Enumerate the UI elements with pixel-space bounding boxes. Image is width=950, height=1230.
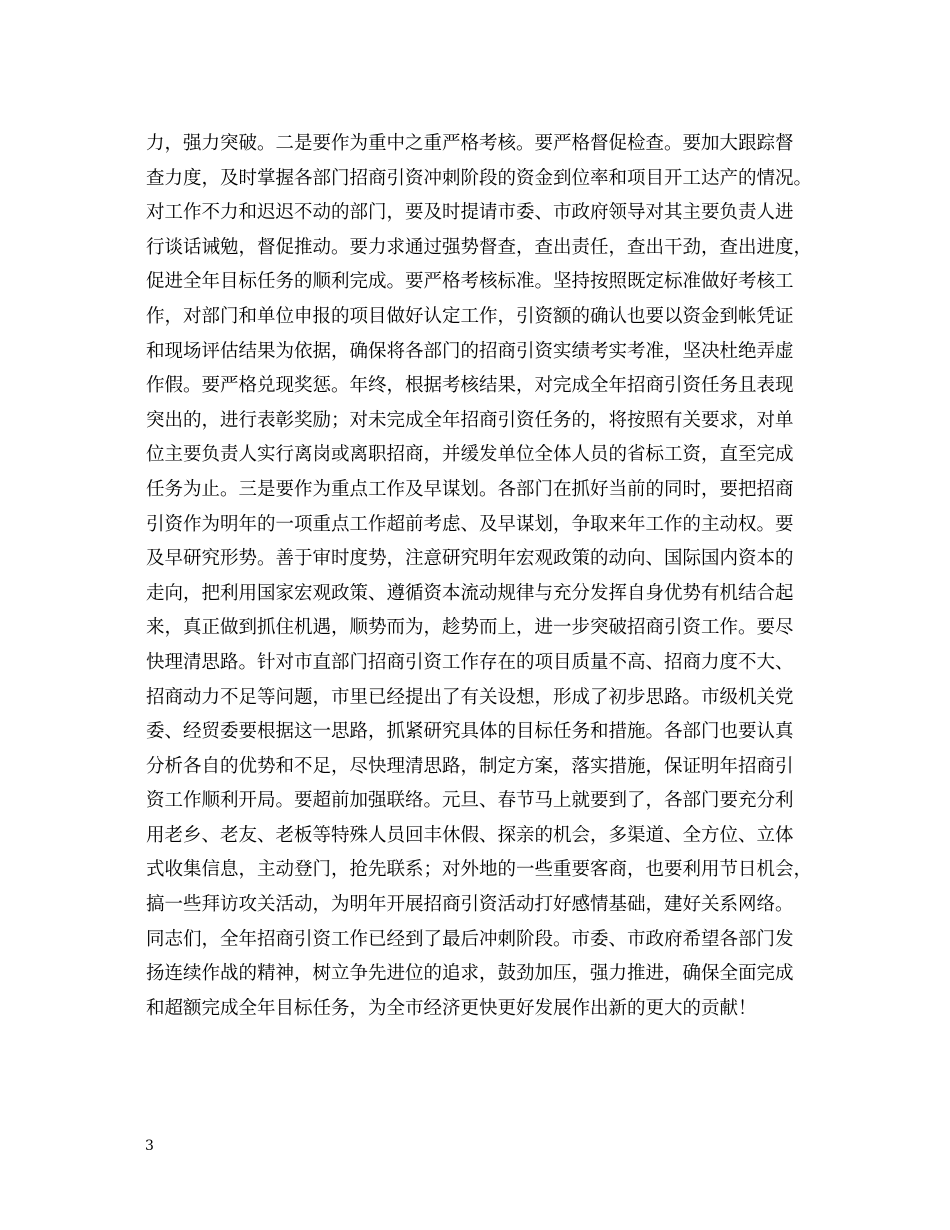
text-line: 引资作为明年的一项重点工作超前考虑、及早谋划，争取来年工作的主动权。要	[146, 513, 794, 535]
text-line: 快理清思路。针对市直部门招商引资工作存在的项目质量不高、招商力度不大、	[146, 651, 794, 673]
text-line: 行谈话诫勉，督促推动。要力求通过强势督查，查出责任，查出干劲，查出进度，	[146, 236, 813, 258]
text-line: 搞一些拜访攻关活动，为明年开展招商引资活动打好感情基础，建好关系网络。	[146, 894, 794, 916]
text-line: 来，真正做到抓住机遇，顺势而为，趁势而上，进一步突破招商引资工作。要尽	[146, 617, 794, 639]
text-line: 任务为止。三是要作为重点工作及早谋划。各部门在抓好当前的同时，要把招商	[146, 478, 794, 500]
page-number: 3	[145, 1138, 154, 1154]
text-line: 作，对部门和单位申报的项目做好认定工作，引资额的确认也要以资金到帐凭证	[146, 305, 794, 327]
text-line: 突出的，进行表彰奖励；对未完成全年招商引资任务的，将按照有关要求，对单	[146, 409, 794, 431]
text-line: 式收集信息，主动登门，抢先联系；对外地的一些重要客商，也要利用节日机会，	[146, 859, 813, 881]
text-line: 查力度，及时掌握各部门招商引资冲刺阶段的资金到位率和项目开工达产的情况。	[146, 167, 813, 189]
text-line: 力，强力突破。二是要作为重中之重严格考核。要严格督促检查。要加大跟踪督	[146, 133, 794, 154]
text-line: 同志们，全年招商引资工作已经到了最后冲刺阶段。市委、市政府希望各部门发	[146, 928, 794, 950]
text-line: 用老乡、老友、老板等特殊人员回丰休假、探亲的机会，多渠道、全方位、立体	[146, 824, 794, 846]
text-line: 及早研究形势。善于审时度势，注意研究明年宏观政策的动向、国际国内资本的	[146, 548, 794, 570]
text-line: 位主要负责人实行离岗或离职招商，并缓发单位全体人员的省标工资，直至完成	[146, 444, 794, 466]
text-line: 和超额完成全年目标任务，为全市经济更快更好发展作出新的更大的贡献！	[146, 997, 757, 1019]
text-line: 作假。要严格兑现奖惩。年终，根据考核结果，对完成全年招商引资任务且表现	[146, 375, 794, 397]
text-line: 走向，把利用国家宏观政策、遵循资本流动规律与充分发挥自身优势有机结合起	[146, 582, 794, 604]
text-line: 招商动力不足等问题，市里已经提出了有关设想，形成了初步思路。市级机关党	[146, 686, 794, 708]
text-line: 资工作顺利开局。要超前加强联络。元旦、春节马上就要到了，各部门要充分利	[146, 790, 794, 812]
text-line: 扬连续作战的精神，树立争先进位的追求，鼓劲加压，强力推进，确保全面完成	[146, 963, 794, 985]
text-line: 和现场评估结果为依据，确保将各部门的招商引资实绩考实考准，坚决杜绝弄虚	[146, 340, 794, 362]
text-line: 促进全年目标任务的顺利完成。要严格考核标准。坚持按照既定标准做好考核工	[146, 271, 794, 293]
text-line: 委、经贸委要根据这一思路，抓紧研究具体的目标任务和措施。各部门也要认真	[146, 721, 794, 743]
text-line: 分析各自的优势和不足，尽快理清思路，制定方案，落实措施，保证明年招商引	[146, 755, 794, 777]
body-text	[146, 127, 836, 1026]
text-line: 对工作不力和迟迟不动的部门，要及时提请市委、市政府领导对其主要负责人进	[146, 202, 794, 224]
